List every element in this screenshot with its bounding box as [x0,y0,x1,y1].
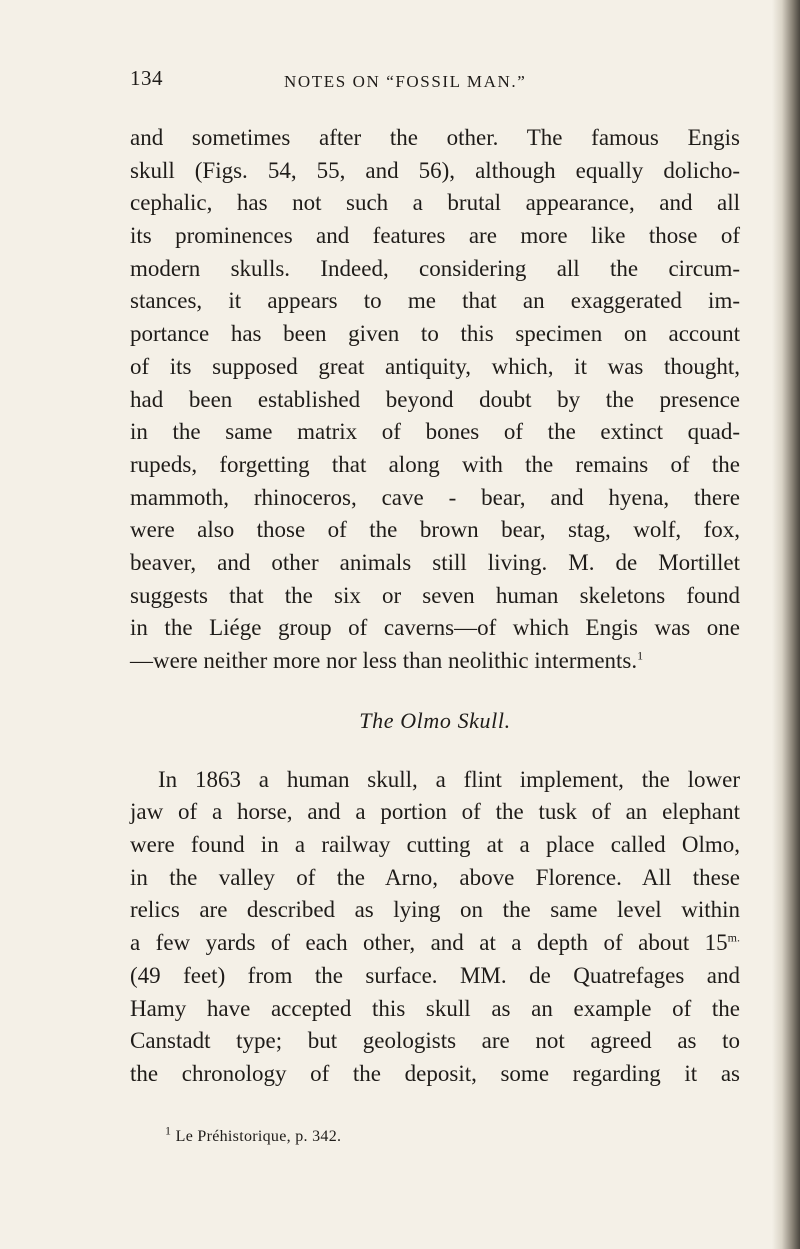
text-line: its prominences and features are more like those of [130,223,740,249]
footnote-text: Le Préhistorique, p. 342. [175,1128,342,1145]
text-line: had been established beyond doubt by the presence [130,386,740,412]
text-line: suggests that the six or seven human skeletons found [130,582,740,608]
page-edge-shadow [772,0,800,1249]
text-line: (49 feet) from the surface. MM. de Quatrefages and [130,962,740,988]
body-text [130,122,740,1091]
text-line-content: a few yards of each other, and at a depth of about 15 [130,930,728,956]
text-line-last [130,645,740,678]
paragraph-engis [130,122,740,678]
page-number: 134 [130,66,163,90]
footnote-marker: 1 [637,648,644,663]
page-header [130,66,740,94]
running-head: NOTES ON “FOSSIL MAN.” [284,72,527,91]
text-line: portance has been given to this specimen on account [130,321,740,347]
paragraph-olmo [130,764,740,1091]
text-line: jaw of a horse, and a portion of the tusk of an elephant [130,799,740,825]
text-line: Canstadt type; but geologists are not agreed as to [130,1028,740,1054]
text-line: mammoth, rhinoceros, cave - bear, and hyena, there [130,484,740,510]
text-line: stances, it appears to me that an exaggerated im- [130,288,740,314]
text-line: cephalic, has not such a brutal appearance, and all [130,190,740,216]
text-line: of its supposed great antiquity, which, it was thought, [130,353,740,379]
text-line: were found in a railway cutting at a place called Olmo, [130,832,740,858]
text-line: and sometimes after the other. The famous Engis [130,125,740,150]
text-line: Hamy have accepted this skull as an example of the [130,995,740,1021]
text-line: were also those of the brown bear, stag, wolf, fox, [130,517,740,543]
text-line: rupeds, forgetting that along with the remains of the [130,451,740,477]
text-line: relics are described as lying on the same level within [130,897,740,923]
text-line: modern skulls. Indeed, considering all the circum- [130,255,740,281]
text-line-with-unit [130,927,740,960]
text-line-content: —were neither more nor less than neolithic interments. [130,648,638,673]
footnote-number: 1 [165,1123,172,1138]
text-line: in the same matrix of bones of the extinct quad- [130,419,740,445]
text-line: skull (Figs. 54, 55, and 56), although equally dolicho- [130,157,740,183]
footnote [165,1123,342,1146]
text-line: beaver, and other animals still living. M. de Mortillet [130,549,740,575]
text-line: In 1863 a human skull, a flint implement, the lower [158,766,740,792]
text-line: in the Liége group of caverns—of which Engis was one [130,615,740,641]
unit-superscript: m. [727,930,740,945]
text-line: the chronology of the deposit, some regarding it as [130,1060,740,1086]
text-line: in the valley of the Arno, above Florence. All these [130,864,740,890]
section-heading: The Olmo Skull. [359,707,511,733]
